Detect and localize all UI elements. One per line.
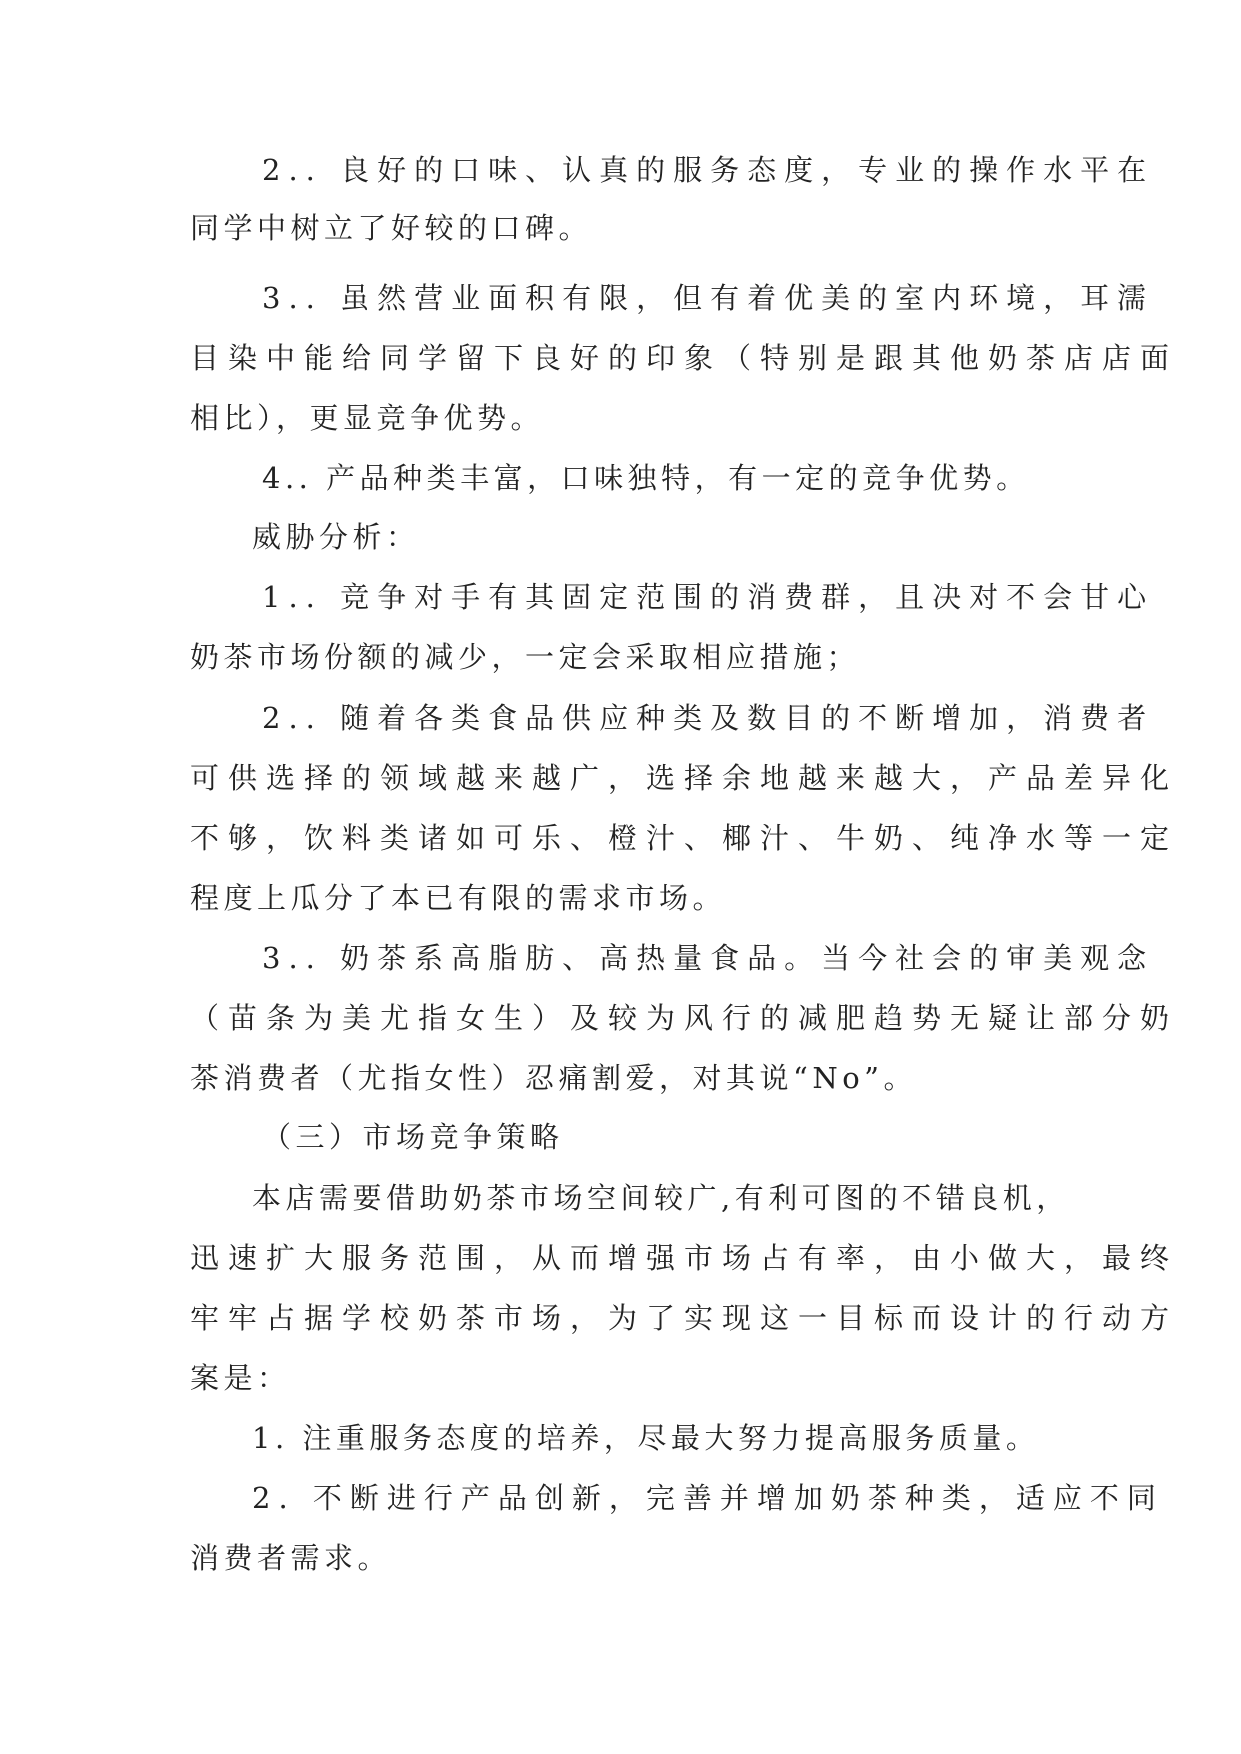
- text-line: 2.. 良好的口味、认真的服务态度，专业的操作水平在: [262, 153, 1155, 187]
- text-line: 2. 不断进行产品创新，完善并增加奶茶种类，适应不同: [252, 1481, 1164, 1515]
- text-line: 4.. 产品种类丰富，口味独特，有一定的竞争优势。: [262, 461, 1030, 495]
- text-line: 可供选择的领域越来越广，选择余地越来越大，产品差异化: [190, 761, 1179, 795]
- text-line: 牢牢占据学校奶茶市场，为了实现这一目标而设计的行动方: [190, 1301, 1179, 1335]
- text-line: 奶茶市场份额的减少，一定会采取相应措施；: [190, 640, 861, 674]
- text-line: 案是：: [190, 1361, 291, 1395]
- text-line: 不够，饮料类诸如可乐、橙汁、椰汁、牛奶、纯净水等一定: [190, 821, 1179, 855]
- text-line: （苗条为美尤指女生）及较为风行的减肥趋势无疑让部分奶: [190, 1001, 1179, 1035]
- text-line: 消费者需求。: [190, 1541, 392, 1575]
- text-line: 本店需要借助奶茶市场空间较广,有利可图的不错良机，: [252, 1181, 1070, 1215]
- text-line: 3.. 奶茶系高脂肪、高热量食品。当今社会的审美观念: [262, 941, 1155, 975]
- text-line: 3.. 虽然营业面积有限，但有着优美的室内环境，耳濡: [262, 281, 1155, 315]
- text-line: 同学中树立了好较的口碑。: [190, 211, 593, 245]
- section-heading: （三）市场竞争策略: [262, 1120, 564, 1154]
- text-line: 威胁分析：: [252, 520, 420, 554]
- text-line: 迅速扩大服务范围，从而增强市场占有率，由小做大，最终: [190, 1241, 1179, 1275]
- text-line: 茶消费者（尤指女性）忍痛割爱，对其说“No”。: [190, 1061, 917, 1095]
- text-line: 程度上瓜分了本已有限的需求市场。: [190, 881, 727, 915]
- text-line: 目染中能给同学留下良好的印象（特别是跟其他奶茶店店面: [190, 341, 1179, 375]
- text-line: 2.. 随着各类食品供应种类及数目的不断增加，消费者: [262, 701, 1155, 735]
- text-line: 1. 注重服务态度的培养，尽最大努力提高服务质量。: [252, 1421, 1040, 1455]
- text-line: 1.. 竞争对手有其固定范围的消费群，且决对不会甘心: [262, 580, 1155, 614]
- text-line: 相比），更显竞争优势。: [190, 401, 545, 435]
